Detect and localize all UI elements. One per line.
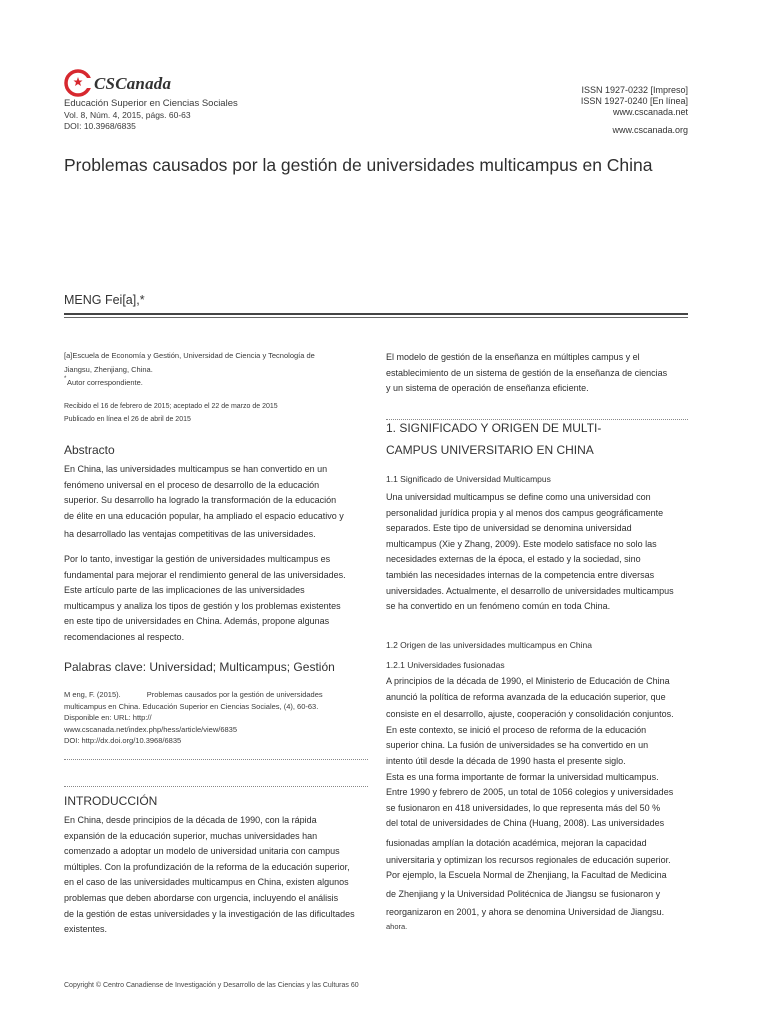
divider [64,317,688,318]
text-line: superior. Su desarrollo ha logrado la transformación de la educación [64,495,337,506]
issn-online: ISSN 1927-0240 [En línea] [580,96,688,107]
text-line: Por ejemplo, la Escuela Normal de Zhenjiang, la Facultad de Medicina [386,870,667,881]
text-line: de élite en una educación popular, ha ampliado el espacio educativo y [64,510,344,521]
text-line: se ha convertido en un fenómeno común en toda China. [386,601,611,612]
text-line: de Zhenjiang y la Universidad Politécnica de Jiangsu se fusionaron y [386,888,661,899]
site-link-net[interactable]: www.cscanada.net [612,107,688,118]
subsection-1-1-paragraph [386,490,696,615]
subsection-1-2-heading: 1.2 Origen de las universidades multicampus en China [386,640,593,650]
divider [64,759,368,760]
text-line: Por lo tanto, investigar la gestión de universidades multicampus es [64,554,331,564]
subsection-1-2-1-heading: 1.2.1 Universidades fusionadas [386,660,505,670]
article-title: Problemas causados por la gestión de universidades multicampus en China [64,155,653,175]
text-line: fenómeno universal en el proceso de desarrollo de la educación [64,479,320,490]
text-line: multicampus en China. Educación Superior en Ciencias Sociales, (4), 60-63. [64,701,319,711]
text-line: anunció la política de reforma avanzada de la educación superior, que [386,691,666,702]
journal-name: Educación Superior en Ciencias Sociales [64,98,238,109]
text-line: A principios de la década de 1990, el Ministerio de Educación de China [386,676,670,686]
text-line: expansión de la educación superior, muchas universidades han [64,830,318,841]
text-line: establecimiento de un sistema de gestión de la enseñanza de ciencias [386,367,668,378]
text-line: se fusionaron en 418 universidades, lo que representa más del 50 % [386,802,661,813]
subsection-1-1-heading: 1.1 Significado de Universidad Multicampus [386,474,551,484]
text-line: comenzado a adoptar un modelo de universidad unitaria con campus [64,846,340,857]
divider [64,313,688,315]
published-date: Publicado en línea el 26 de abril de 2015 [64,416,191,423]
divider [64,786,368,787]
text-line: multicampus y analiza los tipos de gestión y los problemas existentes [64,600,341,611]
citation-author: M eng, F. (2015). [64,690,121,699]
text-line: fundamental para mejorar el rendimiento general de las universidades. [64,569,346,580]
citation-doi[interactable]: DOI: http://dx.doi.org/10.3968/6835 [64,736,182,745]
text-line: El modelo de gestión de la enseñanza en múltiples campus y el [386,352,640,362]
text-line: Esta es una forma importante de formar la universidad multicampus. [386,771,659,782]
text-line: del total de universidades de China (Huang, 2008). Las universidades [386,818,665,829]
text-line: multicampus (Xie y Zhang, 2009). Este modelo satisface no solo las [386,538,657,549]
issn-info [581,85,688,136]
text-line: y un sistema de operación de enseñanza eficiente. [386,383,589,394]
text-line: En China, las universidades multicampus se han convertido en un [64,464,328,474]
citation-url-label: Disponible en: URL: http:// [64,713,152,722]
affiliation: Jiangsu, Zhenjiang, China. [64,365,153,374]
corresponding-author: Autor correspondiente. [67,378,143,387]
text-line: consiste en el desarrollo, ajuste, cooperación y consolidación conjuntos. [386,709,674,720]
divider [386,419,688,420]
subsection-1-2-1-paragraph [386,674,696,921]
citation-url[interactable]: www.cscanada.net/index.php/hess/article/view/6835 [64,724,238,734]
section-1-heading: 1. SIGNIFICADO Y ORIGEN DE MULTI- [386,421,602,435]
text-line: Una universidad multicampus se define como una universidad con [386,492,651,502]
text-line: personalidad jurídica propia y al menos dos campus geográficamente [386,507,664,518]
text-line: en el caso de las universidades multicampus en China, existen algunos [64,877,349,888]
footer-copyright: Copyright © Centro Canadiense de Investigación y Desarrollo de las Ciencias y las Culturas 60 [64,982,359,989]
journal-doi: DOI: 10.3968/6835 [64,121,136,131]
corresponding-mark: * [64,376,67,382]
text-line: universitaria y optimizan los recursos regionales de educación superior. [386,854,671,865]
text-line: ha desarrollado las ventajas competitivas de las universidades. [64,529,316,540]
abstract-heading: Abstracto [64,443,115,457]
intro-continuation [386,350,696,397]
author-name: MENG Fei[a],* [64,293,145,307]
text-line: recomendaciones al respecto. [64,631,185,642]
received-date: Recibido el 16 de febrero de 2015; aceptado el 22 de marzo de 2015 [64,403,278,410]
keywords: Palabras clave: Universidad; Multicampus; Gestión [64,660,335,674]
text-line: En este contexto, se inició el proceso de reforma de la educación [386,724,647,735]
text-line: en este tipo de universidades en China. Además, propone algunas [64,616,330,627]
journal-volume: Vol. 8, Núm. 4, 2015, págs. 60-63 [64,110,191,120]
site-link-org[interactable]: www.cscanada.org [612,124,688,135]
intro-heading: INTRODUCCIÓN [64,794,158,808]
journal-info [64,98,238,132]
journal-logo [64,69,184,101]
abstract-paragraph-2 [64,552,364,646]
text-line: superior china. La fusión de universidades se ha convertido en un [386,740,649,751]
text-line: separados. Este tipo de universidad se denomina universidad [386,523,632,534]
affiliation: [a]Escuela de Economía y Gestión, Universidad de Ciencia y Tecnología de [64,351,315,360]
text-line: Entre 1990 y febrero de 2005, un total de 1056 colegios y universidades [386,787,674,798]
text-line: intento útil desde la década de 1990 hasta el presente siglo. [386,755,626,766]
intro-paragraph [64,813,374,938]
text-line: necesidades externas de la época, el estado y la sociedad, sino [386,554,641,565]
text-line: universidades. Actualmente, el desarrollo de universidades multicampus [386,585,674,596]
text-line: fusionadas amplían la dotación académica, mejoran la capacidad [386,837,647,848]
citation-title: Problemas causados por la gestión de universidades [146,690,323,699]
text-line: de la gestión de estas universidades y la investigación de las dificultades [64,908,355,919]
section-1-heading-cont: CAMPUS UNIVERSITARIO EN CHINA [386,443,594,457]
text-line: reorganizaron en 2001, y ahora se denomina Universidad de Jiangsu. [386,907,665,918]
trailing-text: ahora. [386,922,408,931]
text-line: Este artículo parte de las implicaciones de las universidades [64,585,305,596]
cscanada-logo-icon [64,69,92,97]
text-line: múltiples. Con la profundización de la reforma de la educación superior, [64,861,350,872]
text-line: En China, desde principios de la década de 1990, con la rápida [64,815,317,825]
citation [64,689,384,747]
logo-wordmark: CSCanada [94,74,172,93]
issn-print: ISSN 1927-0232 [Impreso] [581,85,688,95]
abstract-paragraph-1 [64,462,364,543]
text-line: existentes. [64,924,108,935]
text-line: problemas que deben abordarse con urgencia, incluyendo el análisis [64,892,339,903]
text-line: también las necesidades internas de la competencia entre diversas [386,569,655,580]
